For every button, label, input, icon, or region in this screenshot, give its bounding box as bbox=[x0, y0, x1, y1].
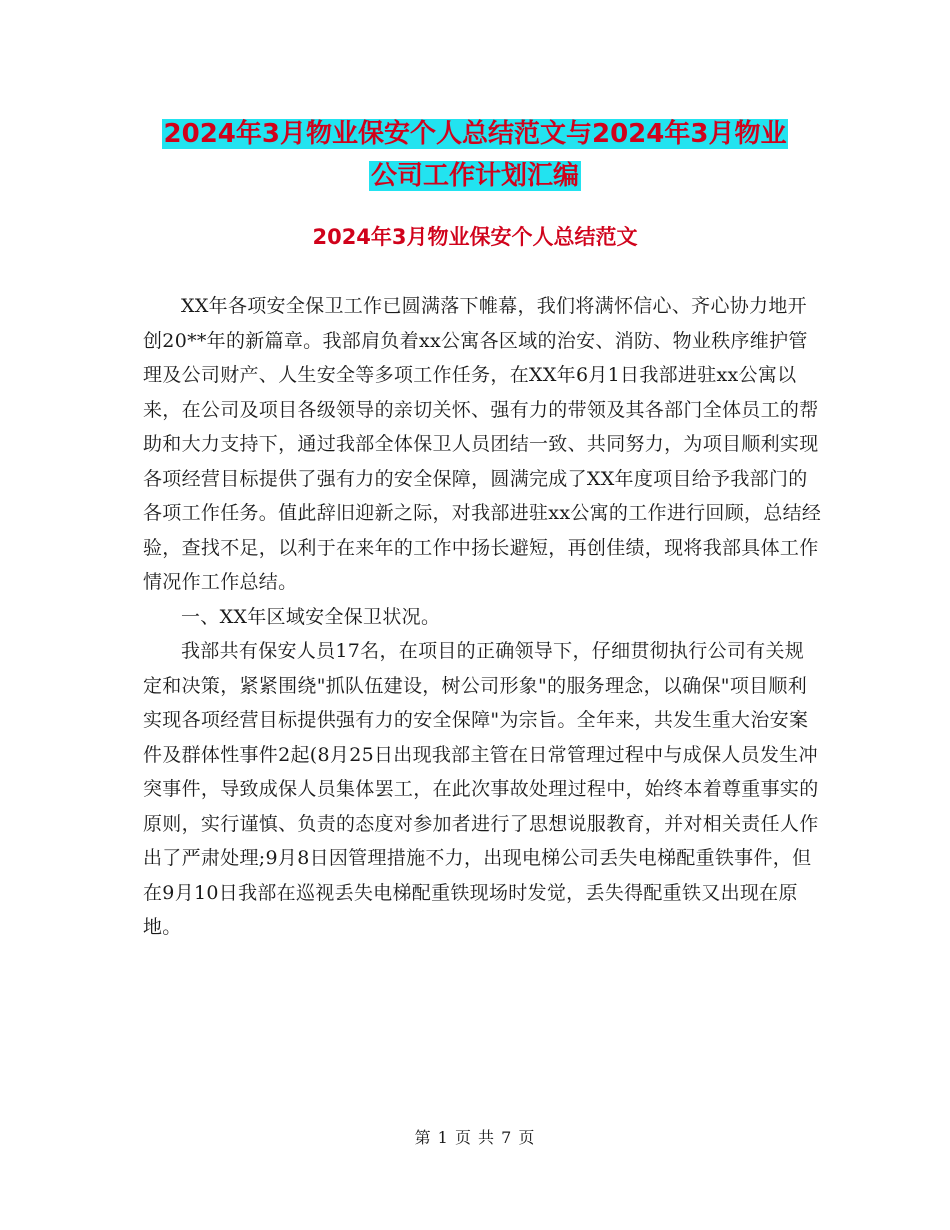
body-text bbox=[143, 289, 823, 945]
paragraph-intro: XX年各项安全保卫工作已圆满落下帷幕，我们将满怀信心、齐心协力地开创20**年的新篇章。我部肩负着xx公寓各区域的治安、消防、物业秩序维护管理及公司财产、人生安全等多项工作任务，在XX年6月1日我部进驻xx公寓以来，在公司及项目各级领导的亲切关怀、强有力的带领及其各部门全体员工的帮助和大力支持下，通过我部全体保卫人员团结一致、共同努力，为项目顺利实现各项经营目标提供了强有力的安全保障，圆满完成了XX年度项目给予我部门的各项工作任务。值此辞旧迎新之际，对我部进驻xx公寓的工作进行回顾，总结经验，查找不足，以利于在来年的工作中扬长避短，再创佳绩，现将我部具体工作情况作工作总结。 bbox=[143, 295, 822, 593]
document-title-text-1: 2024年3月物业保安个人总结范文与2024年3月物业 bbox=[163, 119, 787, 149]
paragraph-heading-1: 一、XX年区域安全保卫状况。 bbox=[181, 605, 441, 628]
document-title-line-1 bbox=[0, 112, 950, 156]
document-title-line-2 bbox=[0, 154, 950, 198]
section-title: 2024年3月物业保安个人总结范文 bbox=[312, 225, 638, 249]
document-title-text-2: 公司工作计划汇编 bbox=[370, 161, 579, 191]
page-footer: 第 1 页 共 7 页 bbox=[414, 1128, 536, 1147]
paragraph-security-status: 我部共有保安人员17名，在项目的正确领导下，仔细贯彻执行公司有关规定和决策，紧紧围绕"抓队伍建设，树公司形象"的服务理念，以确保"项目顺利实现各项经营目标提供强有力的安全保障"为宗旨。全年来，共发生重大治安案件及群体性事件2起(8月25日出现我部主管在日常管理过程中与成保人员发生冲突事件，导致成保人员集体罢工，在此次事故处理过程中，始终本着尊重事实的原则，实行谨慎、负责的态度对参加者进行了思想说服教育，并对相关责任人作出了严肃处理;9月8日因管理措施不力，出现电梯公司丢失电梯配重铁事件，但在9月10日我部在巡视丢失电梯配重铁现场时发觉，丢失得配重铁又出现在原地。 bbox=[143, 640, 819, 938]
